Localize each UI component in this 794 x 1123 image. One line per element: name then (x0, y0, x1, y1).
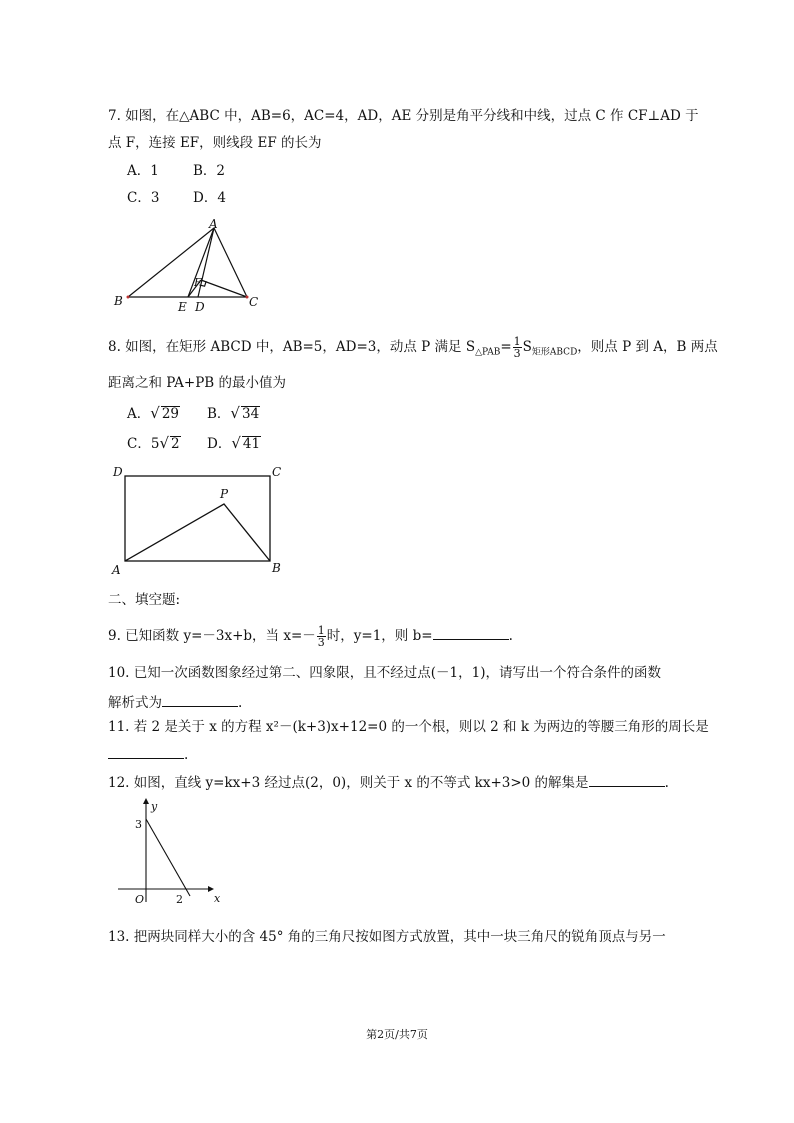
q8-rectangle-figure (108, 460, 298, 580)
radical-icon: √ (230, 404, 240, 422)
q8-frac-numerator: 1 (513, 335, 521, 348)
q12-axis-y: y (151, 800, 158, 813)
q8-label-a: A (112, 563, 121, 577)
q9-frac-denominator: 3 (317, 636, 325, 649)
radical-icon: √ (159, 434, 169, 452)
q11-line2 (108, 744, 188, 764)
q7-label-a: A (209, 218, 218, 231)
q8-option-d-prefix: D． (207, 436, 232, 452)
q8-option-b-radicand: 34 (241, 406, 260, 422)
q7-label-e: E (178, 300, 187, 314)
q8-label-b: B (272, 561, 281, 575)
q8-option-b (207, 404, 260, 423)
q10-line1: 10. 已知一次函数图象经过第二、四象限，且不经过点(－1，1)，请写出一个符合条件的函数 (108, 665, 661, 681)
q7-option-a: A．1 (127, 163, 159, 179)
q9-fraction (317, 625, 326, 648)
q8-option-a-radicand: 29 (161, 406, 179, 422)
q9-text-b: 时，y=1，则 b= (326, 628, 433, 644)
q8-option-d (207, 434, 261, 453)
page-footer: 第2页/共7页 (366, 1028, 428, 1041)
section-fill-in-title: 二、填空题: (108, 592, 181, 608)
q8-label-c: C (272, 465, 282, 479)
q12-origin: O (135, 893, 145, 906)
q8-option-c-prefix: C． (127, 436, 151, 452)
q9-text-c: . (508, 628, 513, 644)
q10-answer-blank[interactable] (162, 692, 238, 707)
q8-line1-tail: ，则点 P 到 A，B 两点 (577, 339, 718, 355)
q11-text-b: . (184, 747, 189, 763)
q7-line1: 7. 如图，在△ABC 中，AB=6，AC=4，AD，AE 分别是角平分线和中线，过点 C 作 CF⊥AD 于 (108, 108, 699, 124)
q7-label-f: F (194, 276, 202, 289)
q9-answer-blank[interactable] (433, 625, 509, 640)
q10-line2 (108, 692, 242, 712)
q12-x-intercept: 2 (176, 893, 183, 906)
q8-line1 (108, 336, 718, 362)
q8-option-d-radicand: 41 (242, 436, 261, 452)
q7-line2: 点 F，连接 EF，则线段 EF 的长为 (108, 135, 322, 151)
q8-frac-denominator: 3 (513, 347, 521, 360)
radical-icon: √ (150, 404, 160, 422)
q11-line1: 11. 若 2 是关于 x 的方程 x²－(k+3)x+12=0 的一个根，则以 2 和 k 为两边的等腰三角形的周长是 (108, 719, 709, 735)
q8-option-c-coef: 5 (150, 436, 160, 452)
q12-text-b: . (664, 775, 669, 791)
q13-line1: 13. 把两块同样大小的含 45° 角的三角尺按如图方式放置，其中一块三角尺的锐角顶点与另一 (108, 929, 666, 945)
q8-label-p: P (220, 487, 229, 501)
q7-option-b: B．2 (193, 163, 226, 179)
q7-label-b: B (114, 294, 123, 308)
q9-line (108, 625, 513, 648)
q12-line (108, 772, 669, 792)
q8-s-symbol: S (522, 339, 532, 355)
q12-axis-x: x (214, 892, 221, 905)
radical-icon: √ (231, 434, 241, 452)
q8-option-a-prefix: A． (127, 406, 151, 422)
q9-frac-numerator: 1 (317, 624, 325, 637)
q8-subscript-pab: △PAB (475, 347, 501, 358)
q7-option-d: D．4 (193, 190, 226, 206)
q7-option-c: C．3 (127, 190, 160, 206)
q8-line1-text: 8. 如图，在矩形 ABCD 中，AB=5，AD=3，动点 P 满足 S (108, 339, 476, 355)
q9-text-a: 9. 已知函数 y=－3x+b，当 x=－ (108, 628, 316, 644)
q12-graph-figure (108, 798, 228, 910)
q8-option-a (127, 404, 180, 423)
q10-text-b: . (238, 695, 243, 711)
q8-line2: 距离之和 PA+PB 的最小值为 (108, 375, 286, 391)
q8-subscript-rect: 矩形ABCD (531, 347, 578, 358)
q8-option-c-radicand: 2 (171, 436, 180, 452)
q12-y-intercept: 3 (135, 818, 142, 831)
q8-fraction (513, 336, 522, 359)
q11-answer-blank[interactable] (108, 744, 184, 759)
q8-option-b-prefix: B． (207, 406, 231, 422)
q12-text-a: 12. 如图，直线 y=kx+3 经过点(2，0)，则关于 x 的不等式 kx+3>0 的解集是 (108, 775, 589, 791)
q7-triangle-figure (108, 218, 268, 318)
q12-answer-blank[interactable] (589, 772, 665, 787)
q8-option-c (127, 434, 181, 453)
q8-equals: = (500, 339, 512, 355)
q8-label-d: D (113, 465, 123, 479)
q7-label-d: D (195, 300, 205, 314)
q7-label-c: C (249, 295, 259, 309)
q10-text-a: 解析式为 (108, 695, 162, 711)
